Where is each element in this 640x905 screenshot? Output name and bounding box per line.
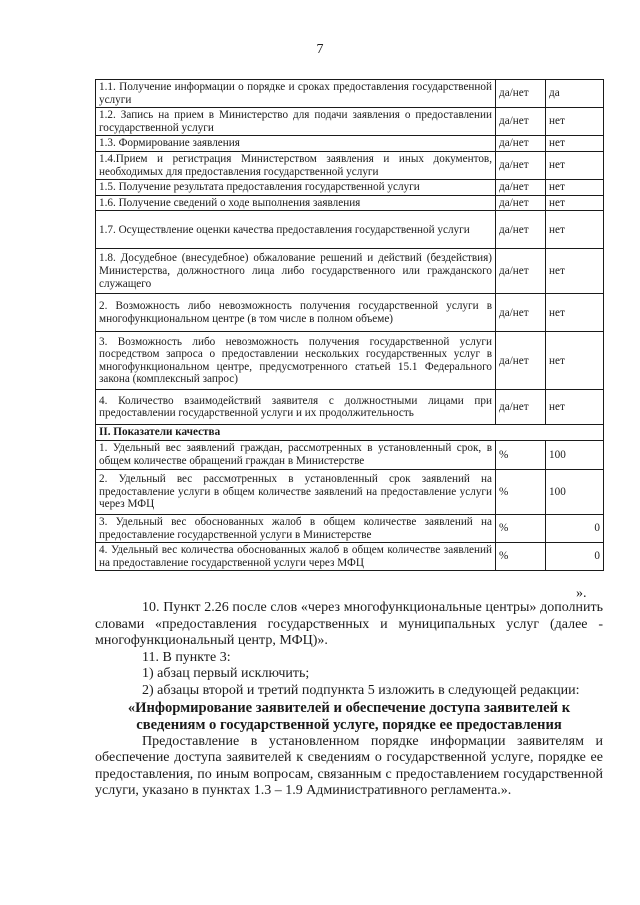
- row-value: 100: [546, 440, 604, 469]
- row-text: 1.4.Прием и регистрация Министерством заявления и иных документов, необходимых для предоставления государственной услуги: [96, 151, 496, 179]
- subparagraph-2: 2) абзацы второй и третий подпункта 5 изложить в следующей редакции:: [142, 682, 580, 698]
- row-unit: %: [496, 469, 546, 514]
- row-value: да: [546, 80, 604, 108]
- row-value: 0: [546, 514, 604, 542]
- section-row: [96, 425, 604, 441]
- row-text: 1.8. Досудебное (внесудебное) обжалование решений и действий (бездействия) Министерства, должностного лица либо государственного или гражданского служащего: [96, 249, 496, 294]
- table-row: [96, 108, 604, 136]
- subparagraph-1: 1) абзац первый исключить;: [142, 666, 310, 682]
- row-unit: %: [496, 514, 546, 542]
- table-row: [96, 180, 604, 196]
- row-text: 1.6. Получение сведений о ходе выполнения заявления: [96, 195, 496, 211]
- body-text: [95, 600, 603, 800]
- row-text: 3. Возможность либо невозможность получения государственной услуги посредством запроса о предоставлении нескольких государственных услуг в многофункциональном центре, предусмотренного статьей 15.1 Федерального закона (комплексный запрос): [96, 332, 496, 390]
- row-text: 1.2. Запись на прием в Министерство для подачи заявления о предоставлении государственной услуги: [96, 108, 496, 136]
- row-text: 1.1. Получение информации о порядке и сроках предоставления государственной услуги: [96, 80, 496, 108]
- row-text: 3. Удельный вес обоснованных жалоб в общем количестве заявлений на предоставление государственной услуги в Министерстве: [96, 514, 496, 542]
- table-row: [96, 211, 604, 249]
- row-unit: да/нет: [496, 332, 546, 390]
- row-value: нет: [546, 390, 604, 425]
- table-row: [96, 514, 604, 542]
- row-unit: да/нет: [496, 390, 546, 425]
- row-unit: да/нет: [496, 108, 546, 136]
- row-unit: да/нет: [496, 211, 546, 249]
- table-row: [96, 440, 604, 469]
- row-text: 1.5. Получение результата предоставления государственной услуги: [96, 180, 496, 196]
- row-unit: да/нет: [496, 80, 546, 108]
- indicators-table: [95, 79, 604, 571]
- closing-quote: ».: [576, 586, 587, 601]
- row-text: 2. Удельный вес рассмотренных в установленный срок заявлений на предоставление услуги в общем количестве заявлений на предоставление услуги через МФЦ: [96, 469, 496, 514]
- row-unit: %: [496, 543, 546, 571]
- section-heading: «Информирование заявителей и обеспечение доступа заявителей к сведениям о государственной услуге, порядке ее предоставления: [127, 699, 571, 733]
- row-value: нет: [546, 151, 604, 179]
- row-value: 0: [546, 543, 604, 571]
- table-row: [96, 136, 604, 152]
- row-text: 2. Возможность либо невозможность получения государственной услуги в многофункциональном центре (в том числе в полном объеме): [96, 294, 496, 332]
- row-unit: да/нет: [496, 136, 546, 152]
- row-value: 100: [546, 469, 604, 514]
- row-text: 1. Удельный вес заявлений граждан, рассмотренных в установленный срок, в общем количестве обращений граждан в Министерстве: [96, 440, 496, 469]
- row-text: 4. Удельный вес количества обоснованных жалоб в общем количестве заявлений на предоставление государственной услуги через МФЦ: [96, 543, 496, 571]
- row-unit: да/нет: [496, 249, 546, 294]
- row-unit: %: [496, 440, 546, 469]
- table-row: [96, 249, 604, 294]
- row-unit: да/нет: [496, 195, 546, 211]
- row-value: нет: [546, 211, 604, 249]
- paragraph-11: 11. В пункте 3:: [142, 649, 231, 665]
- table-row: [96, 469, 604, 514]
- table-row: [96, 151, 604, 179]
- row-text: 1.3. Формирование заявления: [96, 136, 496, 152]
- paragraph-10: 10. Пункт 2.26 после слов «через многофункциональные центры» дополнить словами «предоставления государственных и муниципальных услуг (далее - многофункциональный центр, МФЦ)».: [95, 600, 603, 649]
- row-text: 4. Количество взаимодействий заявителя с должностными лицами при предоставлении государственной услуги и их продолжительность: [96, 390, 496, 425]
- table-row: [96, 294, 604, 332]
- row-value: нет: [546, 108, 604, 136]
- table-row: [96, 543, 604, 571]
- row-value: нет: [546, 195, 604, 211]
- row-value: нет: [546, 180, 604, 196]
- table-row: [96, 390, 604, 425]
- section-title: II. Показатели качества: [96, 425, 604, 441]
- table-row: [96, 195, 604, 211]
- row-text: 1.7. Осуществление оценки качества предоставления государственной услуги: [96, 211, 496, 249]
- row-value: нет: [546, 294, 604, 332]
- row-value: нет: [546, 249, 604, 294]
- row-unit: да/нет: [496, 294, 546, 332]
- paragraph-provision: Предоставление в установленном порядке информации заявителям и обеспечение доступа заявителей к сведениям о государственной услуге, порядке ее предоставления, по иным вопросам, связанным с предоставлением государственной услуги, указано в пунктах 1.3 – 1.9 Административного регламента.».: [95, 733, 603, 799]
- table-row: [96, 332, 604, 390]
- page-number: 7: [316, 42, 324, 57]
- row-unit: да/нет: [496, 180, 546, 196]
- row-unit: да/нет: [496, 151, 546, 179]
- table-row: [96, 80, 604, 108]
- row-value: нет: [546, 332, 604, 390]
- row-value: нет: [546, 136, 604, 152]
